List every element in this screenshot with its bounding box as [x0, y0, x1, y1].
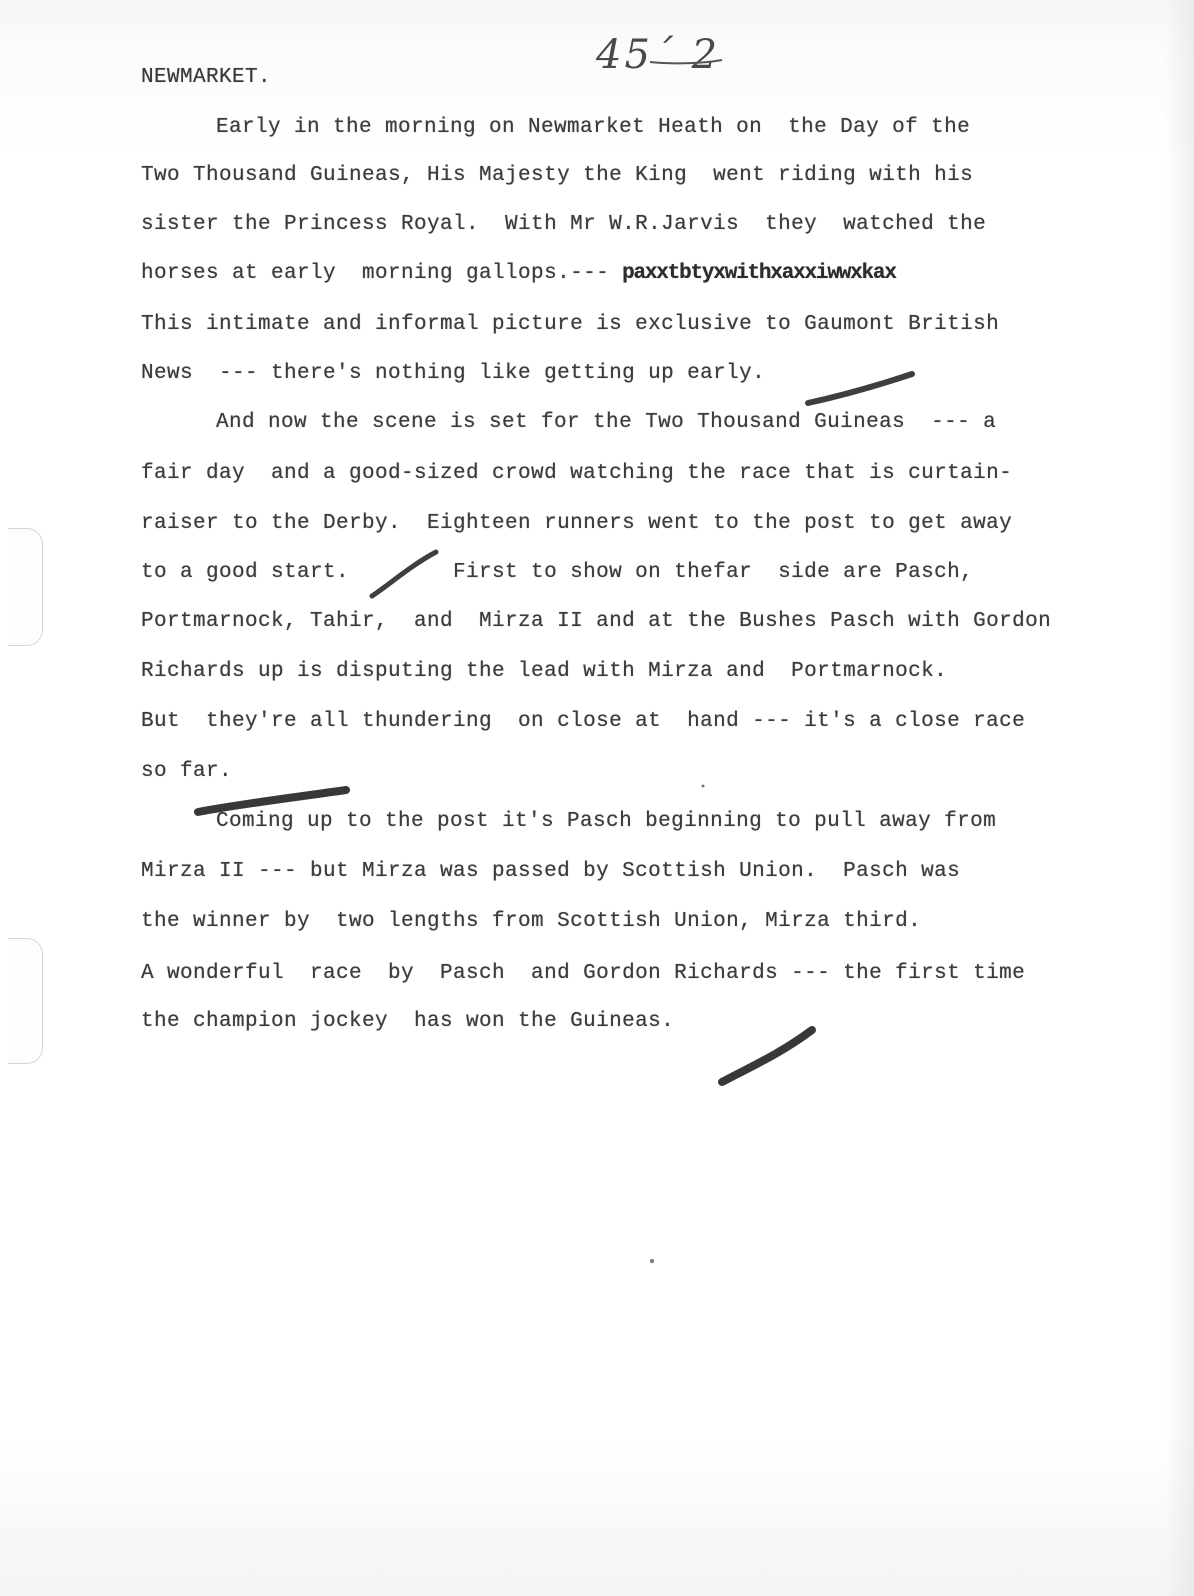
text-line-15: Coming up to the post it's Pasch beginning to pull away from	[216, 810, 997, 833]
ink-speck	[650, 1259, 654, 1263]
text-line-2: Two Thousand Guineas, His Majesty the King went riding with his	[141, 164, 974, 187]
text-line-10: to a good start. First to show on thefar side are Pasch,	[141, 561, 974, 584]
text-line-8: fair day and a good-sized crowd watching the race that is curtain-	[141, 462, 1013, 485]
punch-hole-top	[8, 528, 43, 646]
document-heading: NEWMARKET.	[141, 66, 272, 89]
text-line-1: Early in the morning on Newmarket Heath on the Day of the	[216, 116, 971, 139]
struck-out-text: paxxtbtyxwithxaxxiwwxkax	[622, 262, 896, 285]
handwritten-page-number: 45´ 2	[596, 32, 721, 78]
text-line-13: But they're all thundering on close at hand --- it's a close race	[141, 710, 1026, 733]
text-line-11: Portmarnock, Tahir, and Mirza II and at the Bushes Pasch with Gordon	[141, 610, 1052, 633]
text-line-12: Richards up is disputing the lead with Mirza and Portmarnock.	[141, 660, 948, 683]
text-line-4	[141, 262, 896, 286]
punch-hole-bottom	[8, 938, 43, 1064]
text-line-17: the winner by two lengths from Scottish Union, Mirza third.	[141, 910, 922, 933]
text-line-6: News --- there's nothing like getting up early.	[141, 362, 766, 385]
text-line-9: raiser to the Derby. Eighteen runners went to the post to get away	[141, 512, 1013, 535]
text-line-16: Mirza II --- but Mirza was passed by Scottish Union. Pasch was	[141, 860, 961, 883]
text-line-4-typed: horses at early morning gallops.---	[141, 262, 623, 285]
pen-stroke-4	[722, 1030, 812, 1082]
pen-stroke-1	[808, 374, 912, 403]
pen-stroke-3	[198, 790, 346, 812]
text-line-3: sister the Princess Royal. With Mr W.R.Jarvis they watched the	[141, 213, 987, 236]
text-line-18: A wonderful race by Pasch and Gordon Richards --- the first time	[141, 962, 1026, 985]
text-line-5: This intimate and informal picture is exclusive to Gaumont British	[141, 313, 1000, 336]
text-line-7: And now the scene is set for the Two Thousand Guineas --- a	[216, 411, 997, 434]
text-line-19: the champion jockey has won the Guineas.	[141, 1010, 675, 1033]
ink-speck	[702, 785, 705, 788]
text-line-14: so far.	[141, 760, 233, 783]
